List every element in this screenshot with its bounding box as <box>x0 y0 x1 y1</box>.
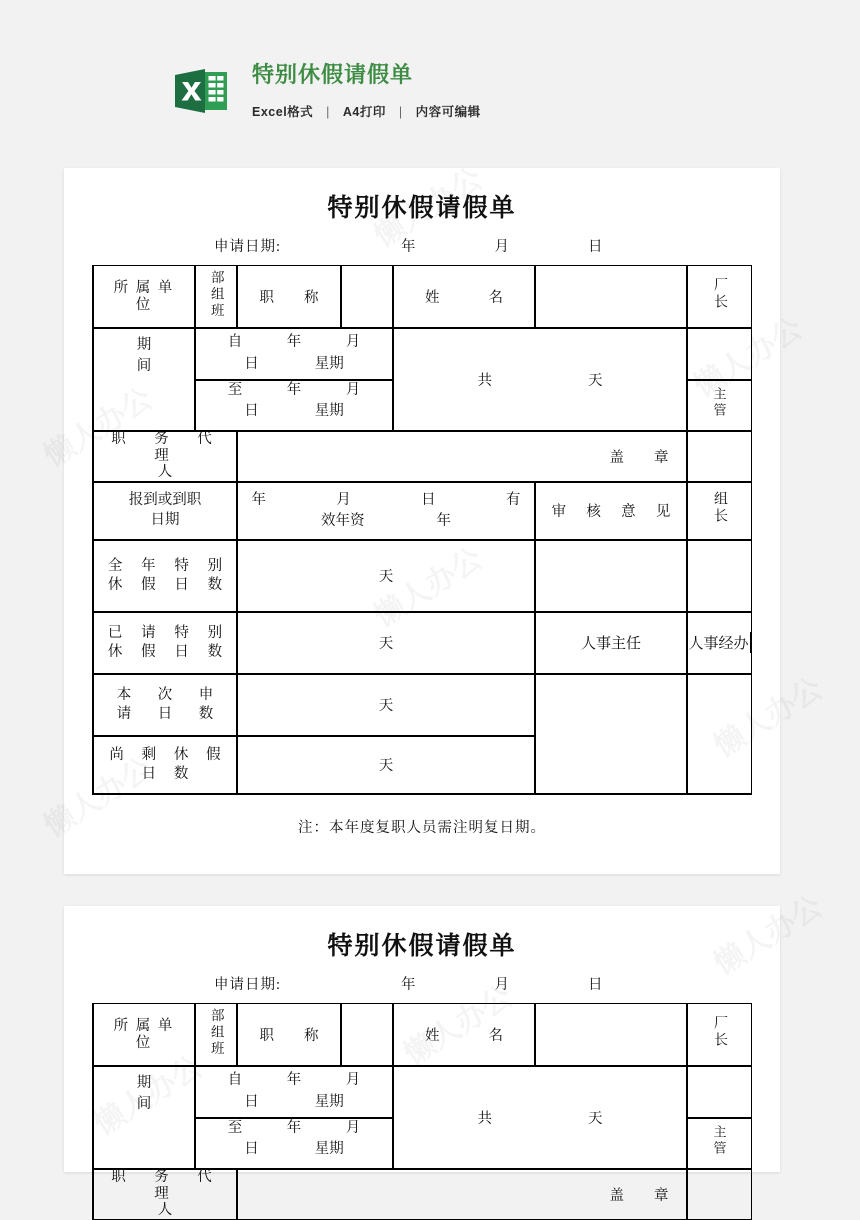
cell-proxy-sign[interactable] <box>687 431 751 482</box>
cell-period-to[interactable]: 至 年 月 日 星期 <box>195 1118 393 1169</box>
header-meta <box>252 102 481 120</box>
apply-date-line <box>64 235 780 256</box>
meta-separator-1: | <box>326 105 330 120</box>
excel-logo-icon <box>172 62 230 120</box>
cell-group-label: 部组班 <box>195 266 237 328</box>
table-row-unit <box>93 266 751 328</box>
cell-annual-label: 全 年 特 别 休 假 日 数 <box>93 540 237 612</box>
form-title: 特别休假请假单 <box>327 933 517 960</box>
cell-review-label: 审 核 意 见 <box>535 482 687 540</box>
table-row-used <box>93 612 751 674</box>
cell-jobtitle-label: 职 称 <box>237 1004 341 1066</box>
cell-factory-head: 厂长 <box>687 266 751 328</box>
document-page-2 <box>64 906 780 1219</box>
cell-factory-head-value[interactable] <box>687 328 751 380</box>
cell-name-value[interactable] <box>535 1004 687 1066</box>
cell-annual-blank-2[interactable] <box>687 540 751 612</box>
cell-proxy-sign[interactable] <box>687 1169 751 1220</box>
cell-remain-value[interactable]: 天 <box>237 736 535 794</box>
leave-form-table <box>93 1003 752 1220</box>
cell-current-label: 本 次 申 请 日 数 <box>93 674 237 736</box>
table-row-proxy <box>93 1169 751 1220</box>
cell-dept-label: 所 属 单 位 <box>93 1004 195 1066</box>
apply-date-day: 日 <box>588 977 604 993</box>
leave-form-2 <box>64 906 780 1220</box>
table-row-period-from <box>93 328 751 380</box>
apply-date-month: 月 <box>494 977 511 993</box>
cell-period-from[interactable]: 自 年 月 日 星期 <box>195 1066 393 1118</box>
apply-date-year: 年 <box>401 977 417 993</box>
apply-date-line <box>64 973 780 994</box>
meta-format: Excel格式 <box>252 105 314 120</box>
leave-form-table <box>93 265 752 794</box>
cell-jobtitle-value[interactable] <box>341 266 393 328</box>
cell-hr-director: 人事主任 <box>535 612 687 674</box>
cell-dept-label: 所 属 单 位 <box>93 266 195 328</box>
apply-date-day: 日 <box>588 239 604 255</box>
document-header <box>172 58 481 120</box>
leave-form-1 <box>64 168 780 837</box>
cell-period-label: 期 间 <box>93 328 195 431</box>
meta-print: A4打印 <box>342 105 386 120</box>
form-note: 注：本年度复职人员需注明复日期。 <box>298 820 546 837</box>
cell-period-total[interactable]: 共 天 <box>393 1066 687 1169</box>
cell-hr-officer: 人事经办 <box>688 632 751 653</box>
header-text-block <box>252 58 481 120</box>
meta-separator-2: | <box>398 105 403 120</box>
cell-jobtitle-label: 职 称 <box>237 266 341 328</box>
cell-period-total[interactable]: 共 天 <box>393 328 687 431</box>
table-row-report <box>93 482 751 540</box>
table-row-unit <box>93 1004 751 1066</box>
page-title: 特别休假请假单 <box>252 62 414 87</box>
cell-name-value[interactable] <box>535 266 687 328</box>
cell-factory-head: 厂长 <box>687 1004 751 1066</box>
cell-name-label: 姓 名 <box>393 266 535 328</box>
cell-jobtitle-value[interactable] <box>341 1004 393 1066</box>
cell-proxy-seal[interactable]: 盖 章 <box>237 1169 687 1220</box>
cell-supervisor: 主管 <box>687 380 751 431</box>
apply-date-month: 月 <box>494 239 511 255</box>
cell-period-from[interactable]: 自 年 月 日 星期 <box>195 328 393 380</box>
cell-remain-label: 尚 剩 休 假 日 数 <box>93 736 237 794</box>
meta-editable: 内容可编辑 <box>415 105 481 120</box>
cell-proxy-seal[interactable]: 盖 章 <box>237 431 687 482</box>
cell-factory-head-value[interactable] <box>687 1066 751 1118</box>
cell-proxy-label: 职 务 代 理 人 <box>93 431 237 482</box>
cell-used-value[interactable]: 天 <box>237 612 535 674</box>
form-title: 特别休假请假单 <box>327 195 517 222</box>
cell-period-to[interactable]: 至 年 月 日 星期 <box>195 380 393 431</box>
cell-hr-officer-and-shift <box>687 612 751 674</box>
table-row-proxy <box>93 431 751 482</box>
apply-date-label: 申请日期: <box>214 977 282 993</box>
document-page-1 <box>64 168 780 874</box>
cell-current-blank-1[interactable] <box>535 674 687 794</box>
cell-report-label: 报到或到职 日期 <box>93 482 237 540</box>
cell-proxy-label: 职 务 代 理 人 <box>93 1169 237 1220</box>
cell-group-label: 部组班 <box>195 1004 237 1066</box>
cell-supervisor: 主管 <box>687 1118 751 1169</box>
cell-period-label: 期 间 <box>93 1066 195 1169</box>
cell-current-blank-2[interactable] <box>687 674 751 794</box>
cell-group-leader: 组长 <box>687 482 751 540</box>
cell-annual-value[interactable]: 天 <box>237 540 535 612</box>
cell-used-label: 已 请 特 别 休 假 日 数 <box>93 612 237 674</box>
cell-name-label: 姓 名 <box>393 1004 535 1066</box>
cell-annual-blank-1[interactable] <box>535 540 687 612</box>
table-row-period-from <box>93 1066 751 1118</box>
cell-report-value[interactable]: 年 月 日 有 效年资 年 <box>237 482 535 540</box>
apply-date-year: 年 <box>401 239 417 255</box>
cell-current-value[interactable]: 天 <box>237 674 535 736</box>
table-row-current <box>93 674 751 736</box>
table-row-annual <box>93 540 751 612</box>
apply-date-label: 申请日期: <box>214 239 282 255</box>
